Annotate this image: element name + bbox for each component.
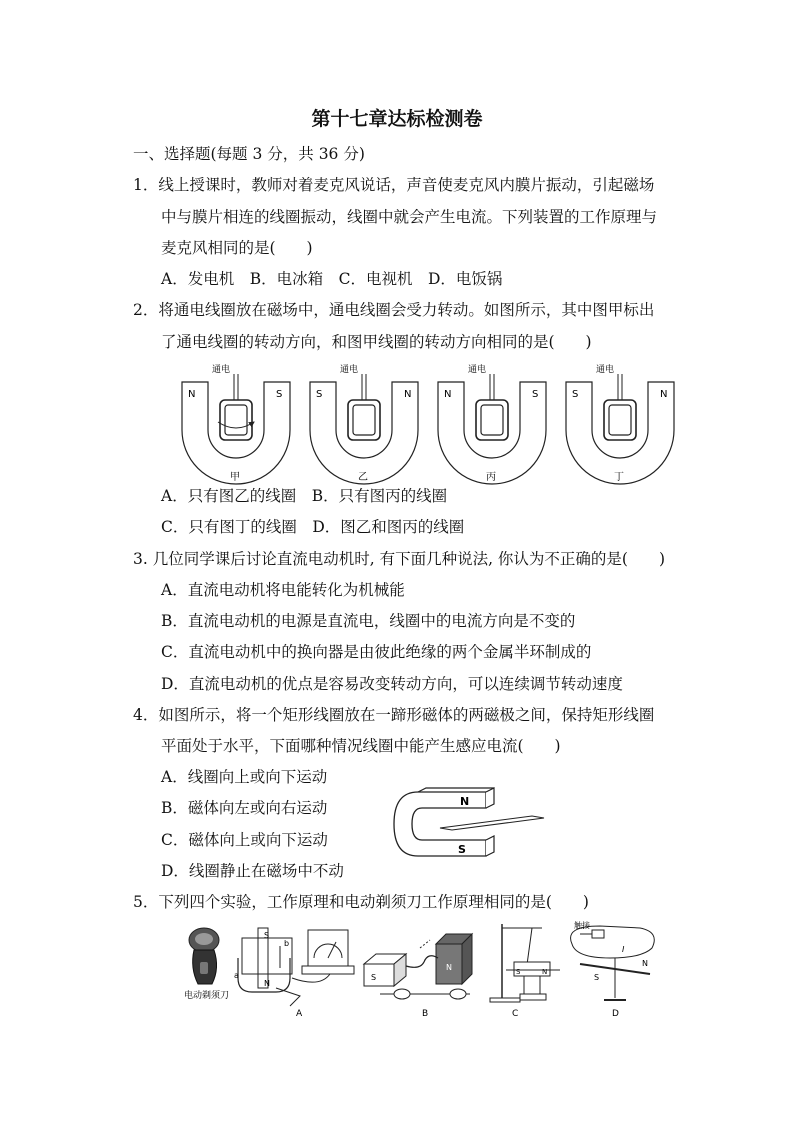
magnet-figure-ding bbox=[566, 363, 674, 484]
panel-c-label-s: S bbox=[516, 968, 521, 976]
magnet-yi-current-label: 通电 bbox=[340, 365, 359, 375]
panel-d-label-n: N bbox=[642, 959, 648, 968]
q4-line-1: 4．如图所示，将一个矩形线圈放在一蹄形磁体的两磁极之间，保持矩形线圈 bbox=[133, 706, 655, 724]
panel-d-label-touch: 触接 bbox=[574, 921, 590, 930]
panel-c-figure bbox=[490, 924, 560, 1019]
magnet-figure-bing bbox=[438, 363, 546, 484]
panel-a-label-a: a bbox=[234, 971, 239, 980]
panel-b-label-s: S bbox=[371, 973, 377, 982]
q2-options-1: A．只有图乙的线圈 B．只有图丙的线圈 bbox=[161, 487, 448, 505]
magnet-figure-jia bbox=[182, 363, 290, 484]
q5-experiment-figures bbox=[180, 918, 660, 1020]
section-heading: 一、选择题(每题 3 分，共 36 分) bbox=[133, 145, 365, 163]
magnet-ding-left-pole: S bbox=[572, 389, 579, 400]
magnet-bing-left-pole: N bbox=[444, 389, 452, 400]
q1-options: A．发电机 B．电冰箱 C．电视机 D．电饭锅 bbox=[161, 270, 503, 288]
q4-option-d: D．线圈静止在磁场中不动 bbox=[161, 862, 344, 880]
magnet-yi-caption: 乙 bbox=[358, 472, 368, 483]
q4-north-pole: N bbox=[460, 795, 470, 808]
q4-horseshoe-magnet-figure bbox=[390, 788, 550, 860]
magnet-ding-caption: 丁 bbox=[614, 472, 624, 483]
q2-magnet-figures bbox=[172, 360, 668, 485]
q4-option-a: A．线圈向上或向下运动 bbox=[161, 768, 328, 786]
panel-d-label-s: S bbox=[594, 973, 600, 982]
shaver-caption: 电动剃须刀 bbox=[184, 991, 230, 1001]
magnet-yi-left-pole: S bbox=[316, 389, 323, 400]
q3-line-1: 3. 几位同学课后讨论直流电动机时, 有下面几种说法, 你认为不正确的是( ) bbox=[133, 550, 666, 568]
q3-option-a: A．直流电动机将电能转化为机械能 bbox=[161, 581, 405, 599]
magnet-ding-right-pole: N bbox=[660, 389, 668, 400]
q3-option-c: C．直流电动机中的换向器是由彼此绝缘的两个金属半环制成的 bbox=[161, 643, 592, 661]
panel-a-label-n: N bbox=[264, 979, 270, 988]
panel-a-label-s: S bbox=[264, 931, 270, 940]
q5-line-1: 5．下列四个实验，工作原理和电动剃须刀工作原理相同的是( ) bbox=[133, 893, 589, 911]
magnet-bing-caption: 丙 bbox=[486, 472, 496, 483]
q4-line-2: 平面处于水平，下面哪种情况线圈中能产生感应电流( ) bbox=[161, 737, 561, 755]
magnet-ding-current-label: 通电 bbox=[596, 365, 615, 375]
q1-line-3: 麦克风相同的是( ) bbox=[161, 239, 313, 257]
panel-d-label-current: I bbox=[622, 945, 625, 954]
panel-c-caption: C bbox=[512, 1009, 519, 1019]
q1-line-1: 1．线上授课时，教师对着麦克风说话，声音使麦克风内膜片振动，引起磁场 bbox=[133, 176, 655, 194]
panel-d-figure bbox=[571, 920, 655, 1019]
magnet-jia-caption: 甲 bbox=[230, 472, 240, 483]
panel-c-label-n: N bbox=[542, 968, 548, 976]
q2-options-2: C．只有图丁的线圈 D．图乙和图丙的线圈 bbox=[161, 518, 465, 536]
q3-option-d: D．直流电动机的优点是容易改变转动方向，可以连续调节转动速度 bbox=[161, 675, 623, 693]
q4-option-c: C．磁体向上或向下运动 bbox=[161, 831, 328, 849]
magnet-figure-yi bbox=[310, 363, 418, 484]
q4-option-b: B．磁体向左或向右运动 bbox=[161, 799, 328, 817]
q2-line-2: 了通电线圈的转动方向，和图甲线圈的转动方向相同的是( ) bbox=[161, 333, 592, 351]
panel-b-caption: B bbox=[422, 1009, 429, 1019]
q3-option-b: B．直流电动机的电源是直流电，线圈中的电流方向是不变的 bbox=[161, 612, 576, 630]
magnet-bing-current-label: 通电 bbox=[468, 365, 487, 375]
shaver-icon bbox=[189, 928, 219, 984]
magnet-jia-left-pole: N bbox=[188, 389, 196, 400]
page-title: 第十七章达标检测卷 bbox=[311, 108, 483, 130]
panel-a-figure bbox=[234, 928, 354, 1019]
panel-b-label-n: N bbox=[446, 963, 452, 972]
q4-south-pole: S bbox=[458, 843, 466, 856]
magnet-jia-current-label: 通电 bbox=[212, 365, 231, 375]
q1-line-2: 中与膜片相连的线圈振动，线圈中就会产生电流。下列装置的工作原理与 bbox=[161, 208, 658, 226]
q2-line-1: 2．将通电线圈放在磁场中，通电线圈会受力转动。如图所示，其中图甲标出 bbox=[133, 301, 655, 319]
magnet-jia-right-pole: S bbox=[276, 389, 283, 400]
magnet-bing-right-pole: S bbox=[532, 389, 539, 400]
panel-b-figure bbox=[364, 934, 472, 1019]
panel-a-label-b: b bbox=[284, 939, 290, 948]
panel-d-caption: D bbox=[612, 1009, 619, 1019]
magnet-yi-right-pole: N bbox=[404, 389, 412, 400]
panel-a-caption: A bbox=[296, 1009, 303, 1019]
